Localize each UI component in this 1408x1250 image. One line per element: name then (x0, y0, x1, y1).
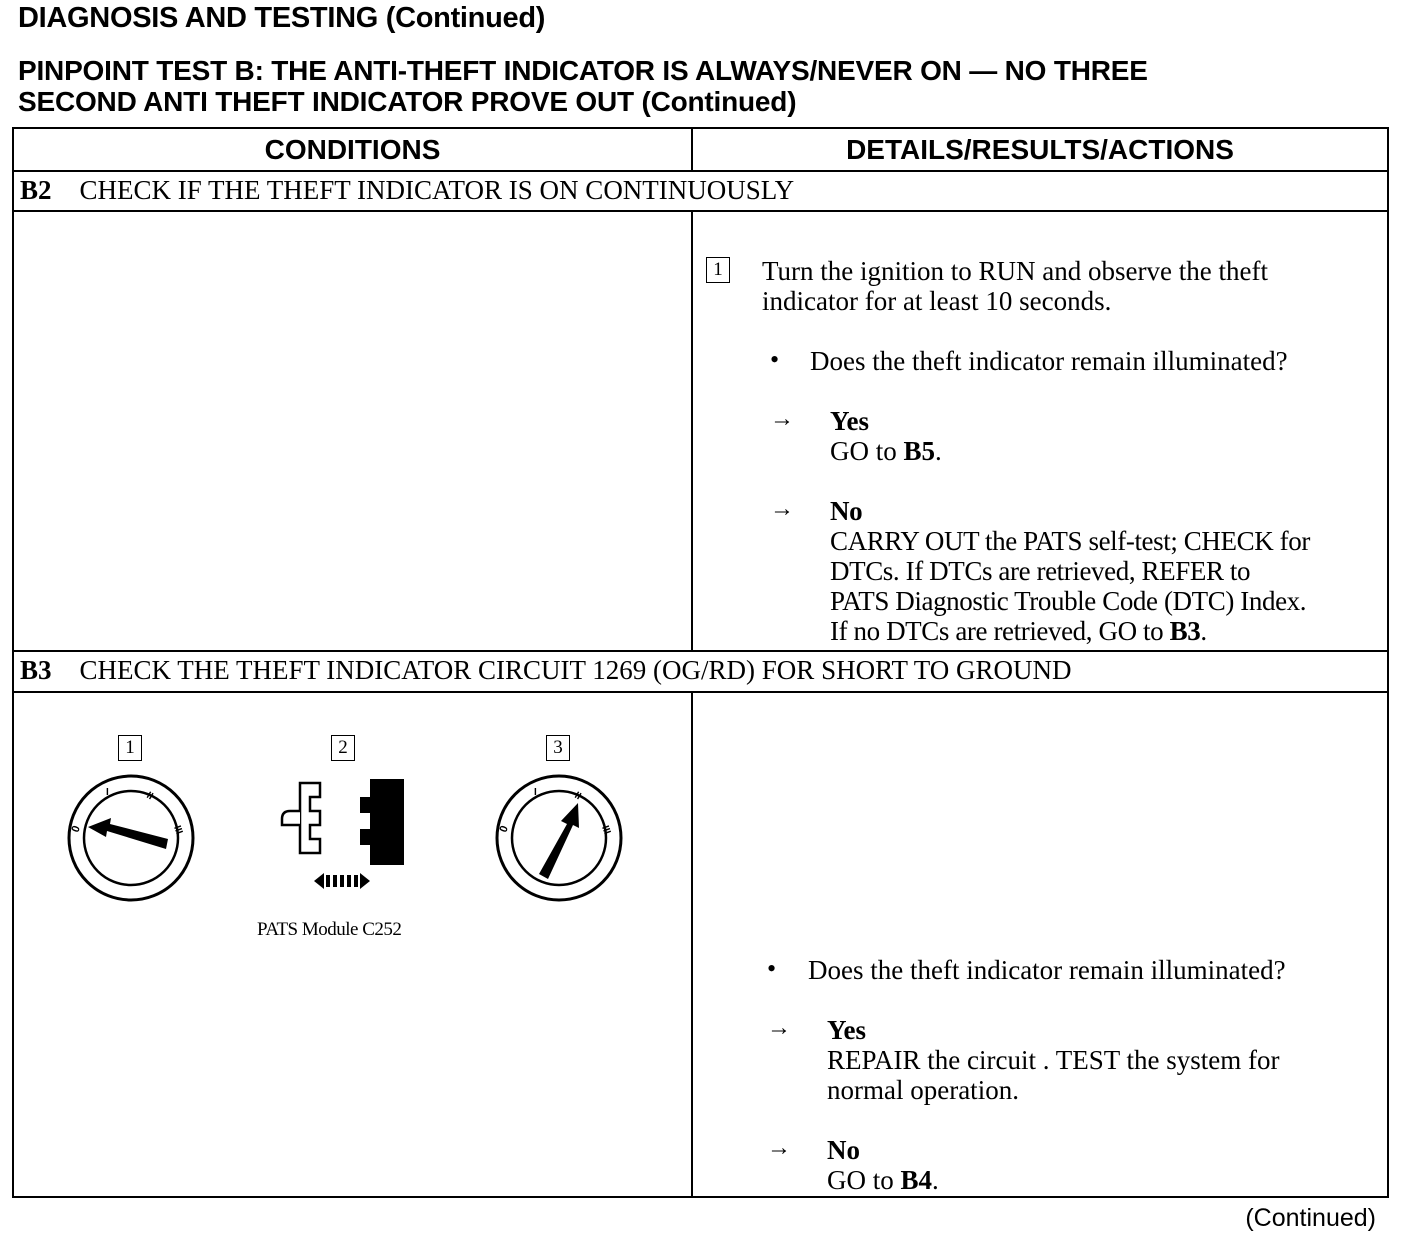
column-divider (691, 210, 693, 650)
continued-footer: (Continued) (1245, 1204, 1376, 1232)
b2-instruction-line2: indicator for at least 10 seconds. (762, 286, 1112, 316)
b2-no-line4-post: . (1200, 616, 1207, 646)
table-divider (14, 210, 1387, 212)
svg-text:0: 0 (69, 824, 83, 835)
arrow-right-icon: → (767, 1135, 791, 1161)
b2-yes-ref: B5 (903, 436, 936, 466)
ignition-switch-off-icon (66, 773, 196, 903)
test-title-line2: SECOND ANTI THEFT INDICATOR PROVE OUT (Continued) (18, 86, 797, 117)
step-b3-id: B3 (20, 655, 52, 685)
b2-no-label: No (830, 496, 863, 526)
b2-yes-post: . (935, 436, 942, 466)
svg-text:II: II (144, 790, 155, 803)
test-title-line1: PINPOINT TEST B: THE ANTI-THEFT INDICATOR IS ALWAYS/NEVER ON — NO THREE (18, 55, 1148, 86)
page-title: DIAGNOSIS AND TESTING (Continued) (18, 2, 546, 34)
b2-no-line4 (830, 616, 1310, 646)
b3-yes-label: Yes (827, 1015, 866, 1045)
b2-no-line4-text: If no DTCs are retrieved, GO to (830, 616, 1170, 646)
b3-no-ref: B4 (900, 1165, 933, 1195)
figure-step-box-2: 2 (331, 735, 355, 761)
b3-question: Does the theft indicator remain illuminated? (808, 955, 1286, 985)
b2-no-result (830, 496, 1310, 646)
b3-no-post: . (932, 1165, 939, 1195)
b2-no-line1: CARRY OUT the PATS self-test; CHECK for (830, 526, 1310, 556)
conditions-header: CONDITIONS (264, 134, 441, 165)
b3-yes-line2: normal operation. (827, 1075, 1019, 1105)
bullet: • (770, 345, 780, 374)
table-divider (14, 650, 1387, 652)
connector-label: PATS Module C252 (257, 919, 402, 940)
step-number-box: 1 (706, 257, 730, 283)
b3-no-label: No (827, 1135, 860, 1165)
figure-step-box-1: 1 (118, 735, 142, 761)
svg-text:II: II (572, 790, 583, 803)
b2-yes-text: GO to (830, 436, 904, 466)
b2-no-line4-ref: B3 (1169, 616, 1201, 646)
b3-no-result (827, 1135, 939, 1195)
bullet: • (767, 954, 777, 983)
pinpoint-test-title (18, 55, 1148, 117)
svg-text:I: I (106, 787, 109, 798)
b2-instruction-line1: Turn the ignition to RUN and observe the theft (762, 256, 1268, 286)
svg-text:I: I (534, 787, 537, 798)
pinpoint-test-table (12, 127, 1389, 1198)
b2-yes-action (830, 436, 942, 466)
b3-no-action (827, 1165, 939, 1195)
svg-text:0: 0 (497, 824, 511, 835)
details-header: DETAILS/RESULTS/ACTIONS (846, 134, 1234, 165)
ignition-switch-run-icon (494, 773, 624, 903)
b2-yes-label: Yes (830, 406, 869, 436)
step-b3-title-row (20, 655, 1072, 686)
table-divider (14, 691, 1387, 693)
arrow-right-icon: → (770, 496, 794, 522)
table-divider (14, 170, 1387, 172)
b3-yes-result (827, 1015, 1279, 1105)
step-b2-title-row (20, 175, 794, 206)
svg-text:III: III (171, 824, 185, 836)
svg-text:III: III (599, 824, 613, 836)
b2-question: Does the theft indicator remain illuminated? (810, 346, 1288, 376)
connector-disconnect-icon (278, 775, 408, 895)
figure-step-box-3: 3 (546, 735, 570, 761)
step-b2-title: CHECK IF THE THEFT INDICATOR IS ON CONTINUOUSLY (79, 175, 795, 205)
arrow-right-icon: → (770, 406, 794, 432)
b2-yes-result (830, 406, 942, 466)
b2-no-line2: DTCs. If DTCs are retrieved, REFER to (830, 556, 1251, 586)
b3-yes-line1: REPAIR the circuit . TEST the system for (827, 1045, 1280, 1075)
step-b3-title: CHECK THE THEFT INDICATOR CIRCUIT 1269 (OG/RD) FOR SHORT TO GROUND (79, 655, 1072, 685)
b2-no-line3: PATS Diagnostic Trouble Code (DTC) Index. (830, 586, 1307, 616)
b2-instruction (762, 256, 1268, 316)
column-divider (691, 691, 693, 1198)
b3-no-text: GO to (827, 1165, 901, 1195)
step-b2-id: B2 (20, 175, 52, 205)
arrow-right-icon: → (767, 1015, 791, 1041)
